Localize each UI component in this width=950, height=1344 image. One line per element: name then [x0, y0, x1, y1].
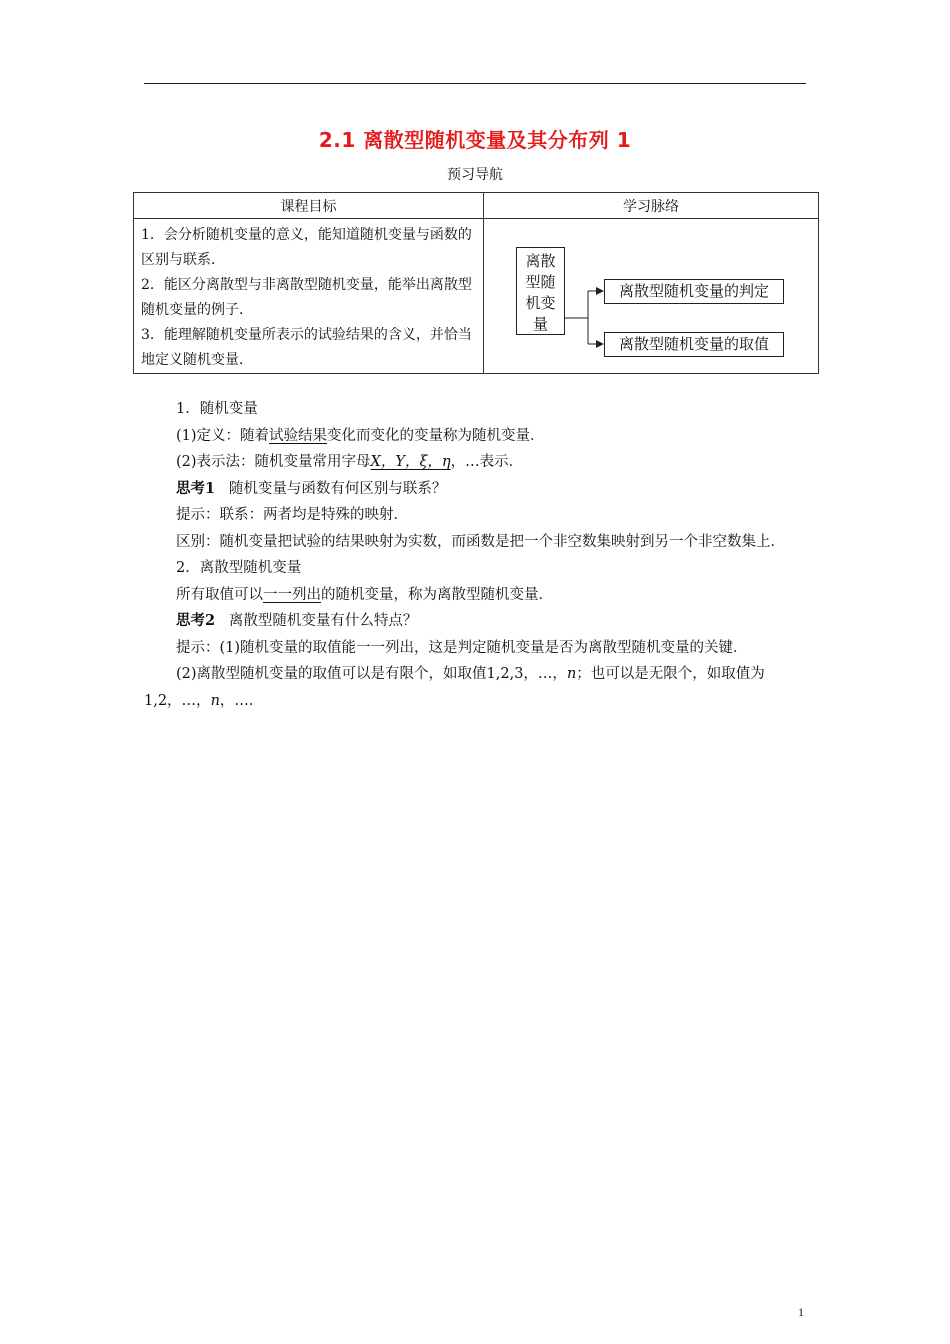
goal-item: 3．能理解随机变量所表示的试验结果的含义，并恰当地定义随机变量． — [141, 327, 472, 368]
hint-line: (2)离散型随机变量的取值可以是有限个，如取值1,2,3，…，n；也可以是无限个，如取值为1,2，…，n，…． — [144, 666, 765, 709]
underlined-term: 一一列出 — [263, 586, 321, 603]
goals-cell — [134, 219, 484, 374]
notation-line: (2)表示法：随机变量常用字母X，Y，ξ，η，…表示． — [176, 454, 524, 470]
col-header-context: 学习脉络 — [484, 193, 819, 219]
think-question-2: 思考2 离散型随机变量有什么特点？ — [176, 612, 418, 629]
hint-line: 区别：随机变量把试验的结果映射为实数，而函数是把一个非空数集映射到另一个非空数集上． — [176, 533, 785, 550]
think-label: 思考1 — [176, 479, 216, 497]
definition-line: (1)定义：随着试验结果变化而变化的变量称为随机变量． — [176, 427, 545, 444]
section-subtitle: 预习导航 — [447, 167, 503, 183]
section-heading: 2．离散型随机变量 — [176, 560, 302, 576]
diagram-branch-values: 离散型随机变量的取值 — [604, 332, 784, 357]
underlined-variables: X，Y，ξ，η — [370, 454, 451, 470]
think-label: 思考2 — [176, 612, 216, 629]
hint-line: 提示：联系：两者均是特殊的映射． — [176, 507, 408, 523]
underlined-term: 试验结果 — [269, 427, 328, 444]
goal-item: 1．会分析随机变量的意义，能知道随机变量与函数的区别与联系． — [141, 227, 472, 268]
preview-guide-table — [133, 192, 819, 374]
col-header-goals: 课程目标 — [134, 193, 484, 219]
lesson-content — [144, 396, 808, 714]
diagram-branch-judgement: 离散型随机变量的判定 — [604, 279, 784, 304]
concept-diagram — [484, 219, 819, 374]
think-question-1: 思考1 随机变量与函数有何区别与联系？ — [176, 479, 447, 497]
hint-line: 提示：(1)随机变量的取值能一一列出，这是判定随机变量是否为离散型随机变量的关键． — [176, 639, 748, 656]
goal-item: 2．能区分离散型与非离散型随机变量，能举出离散型随机变量的例子． — [141, 277, 472, 318]
header-rule — [144, 83, 806, 84]
section-heading: 1．随机变量 — [176, 401, 258, 417]
diagram-main-node: 离散 型随 机变 量 — [516, 247, 565, 335]
page-number: 1 — [798, 1305, 804, 1319]
page-title: 2.1 离散型随机变量及其分布列 1 — [318, 128, 632, 152]
definition-line: 所有取值可以一一列出的随机变量，称为离散型随机变量． — [176, 586, 553, 603]
